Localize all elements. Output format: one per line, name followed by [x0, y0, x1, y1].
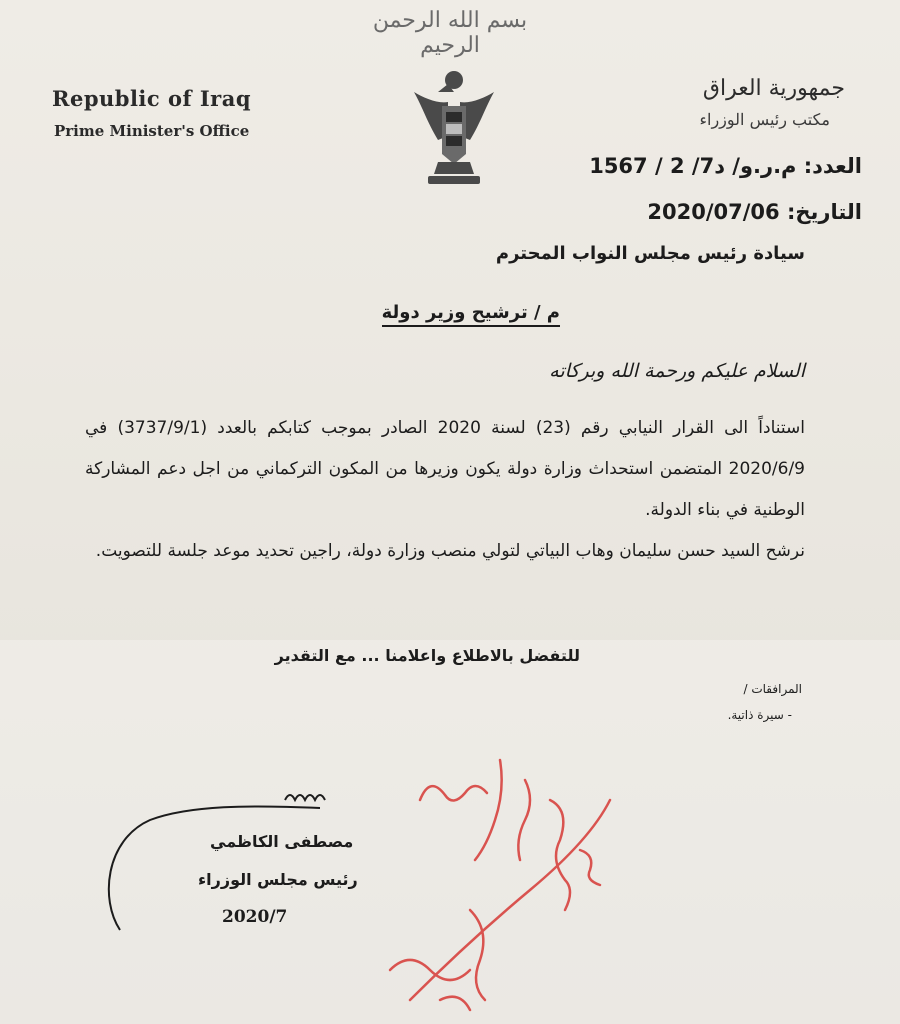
- english-header-subtitle: Prime Minister's Office: [54, 122, 250, 140]
- reference-date-label: التاريخ:: [786, 200, 862, 224]
- reference-number-value: م.ر.و/ د7/ 2 / 1567: [589, 154, 797, 178]
- reference-number: [589, 154, 862, 178]
- signatory-title: رئيس مجلس الوزراء: [198, 870, 358, 889]
- closing-line: للتفضل بالاطلاع واعلامنا ... مع التقدير: [274, 646, 580, 665]
- reference-date: [647, 200, 862, 224]
- iraq-eagle-emblem-icon: [408, 62, 500, 194]
- basmala-calligraphy: بسم الله الرحمن الرحيم: [372, 8, 528, 58]
- signature-date: 2020/7: [222, 907, 288, 927]
- reference-date-value: 2020/07/06: [647, 200, 780, 224]
- greeting: السلام عليكم ورحمة الله وبركاته: [549, 360, 805, 382]
- signatory-name: مصطفى الكاظمي: [210, 832, 354, 851]
- arabic-header-subtitle: مكتب رئيس الوزراء: [699, 110, 830, 129]
- body-paragraph-1: استناداً الى القرار النيابي رقم (23) لسنة 2020 الصادر بموجب كتابكم بالعدد (3737/9/1) في 2020/6/9 المتضمن استحداث وزارة دولة يكون وزيرها من المكون التركماني من اجل دعم المشاركة الوطنية في بناء الدولة.: [85, 418, 806, 520]
- body-paragraph-2: نرشح السيد حسن سليمان وهاب البياتي لتولي منصب وزارة دولة، راجين تحديد موعد جلسة للتصويت.: [95, 541, 805, 561]
- attachments-label: المرافقات /: [743, 682, 802, 696]
- english-header-title: Republic of Iraq: [52, 86, 252, 111]
- subject-line: م / ترشيح وزير دولة: [382, 302, 560, 327]
- letter-body: [85, 408, 805, 572]
- reference-number-label: العدد:: [803, 154, 862, 178]
- addressee: سيادة رئيس مجلس النواب المحترم: [495, 243, 805, 264]
- red-handwritten-annotation-icon: [350, 740, 650, 1024]
- attachment-item: - سيرة ذاتية.: [727, 708, 792, 722]
- arabic-header-title: جمهورية العراق: [702, 76, 845, 101]
